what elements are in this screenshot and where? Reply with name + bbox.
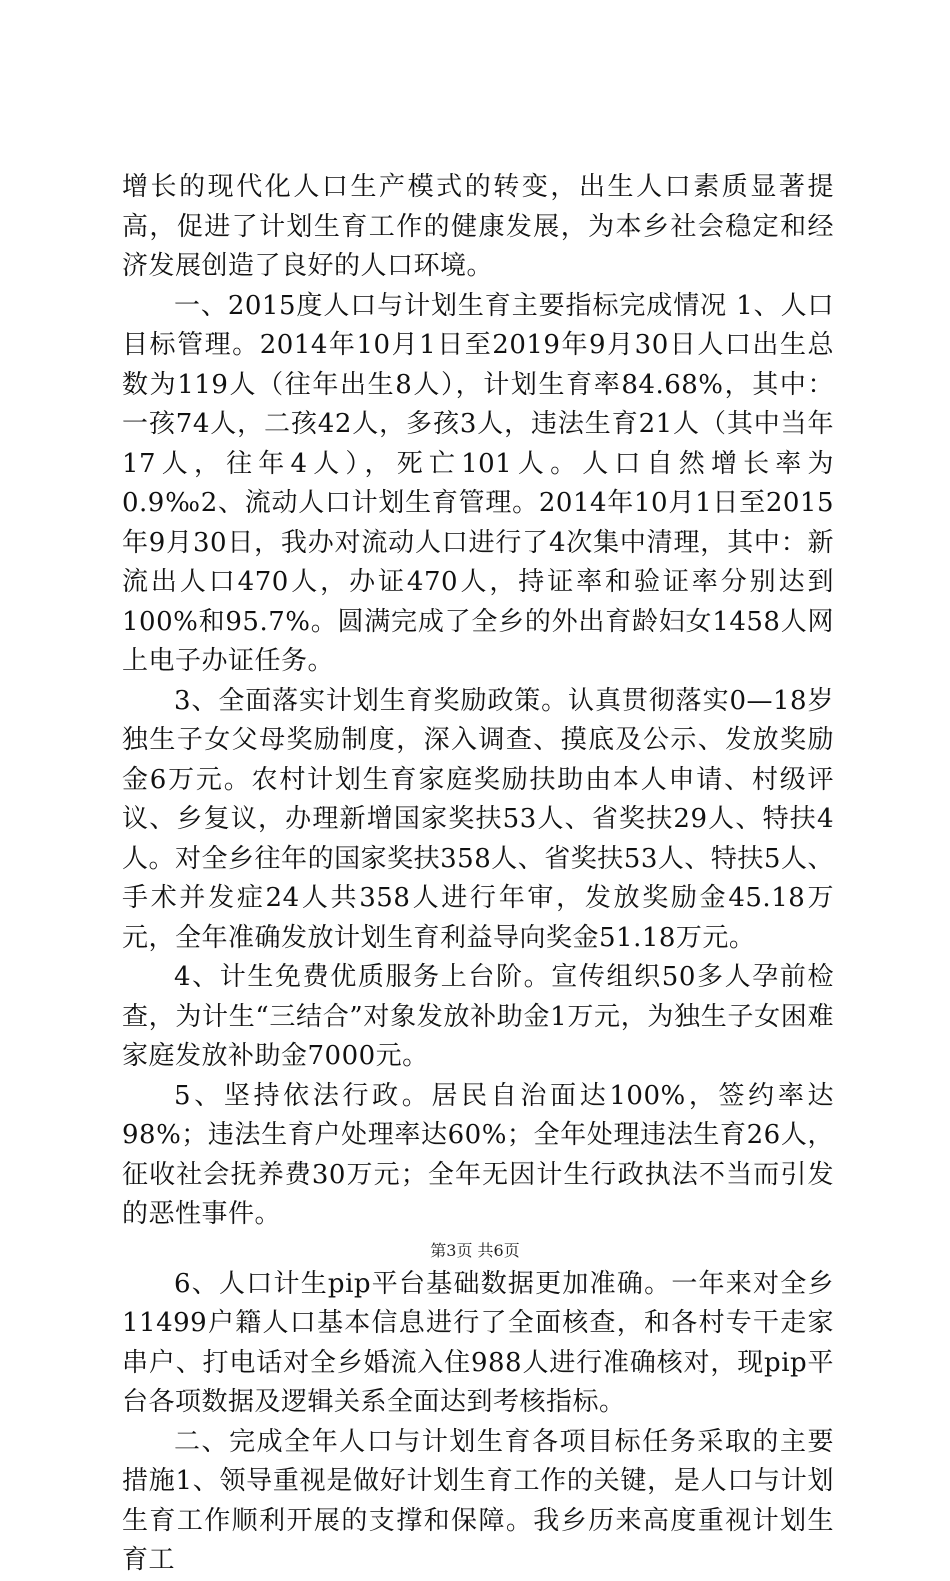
- paragraph-3: 3、全面落实计划生育奖励政策。认真贯彻落实0—18岁独生子女父母奖励制度，深入调查、摸底及公示、发放奖励金6万元。农村计划生育家庭奖励扶助由本人申请、村级评议、乡复议，办理新增国家奖扶53人、省奖扶29人、特扶4人。对全乡往年的国家奖扶358人、省奖扶53人、特扶5人、手术并发症24人共358人进行年审，发放奖励金45.18万元，全年准确发放计划生育利益导向奖金51.18万元。: [122, 685, 834, 953]
- paragraph-7: 二、完成全年人口与计划生育各项目标任务采取的主要措施1、领导重视是做好计划生育工作的关键，是人口与计划生育工作顺利开展的支撑和保障。我乡历来高度重视计划生育工: [122, 1426, 834, 1575]
- paragraph-2: 一、2015度人口与计划生育主要指标完成情况 1、人口目标管理。2014年10月1日至2019年9月30日人口出生总数为119人（往年出生8人），计划生育率84.68%，其中：一孩74人，二孩42人，多孩3人，违法生育21人（其中当年17人，往年4人），死亡101人。人口自然增长率为0.9‰2、流动人口计划生育管理。2014年10月1日至2015年9月30日，我办对流动人口进行了4次集中清理，其中：新流出人口470人，办证470人，持证率和验证率分别达到100%和95.7%。圆满完成了全乡的外出育龄妇女1458人网上电子办证任务。: [122, 290, 834, 676]
- paragraph-4: 4、计生免费优质服务上台阶。宣传组织50多人孕前检查，为计生“三结合”对象发放补助金1万元，为独生子女困难家庭发放补助金7000元。: [122, 962, 834, 1071]
- paragraph-5: 5、坚持依法行政。居民自治面达100%，签约率达98%；违法生育户处理率达60%；全年处理违法生育26人，征收社会抚养费30万元；全年无因计生行政执法不当而引发的恶性事件。: [122, 1080, 834, 1229]
- page-footer: 第3页 共6页: [430, 1241, 520, 1260]
- document-body: [122, 168, 834, 1581]
- paragraph-6: 6、人口计生pip平台基础数据更加准确。一年来对全乡11499户籍人口基本信息进行了全面核查，和各村专干走家串户、打电话对全乡婚流入住988人进行准确核对，现pip平台各项数据及逻辑关系全面达到考核指标。: [122, 1268, 834, 1417]
- paragraph-1: 增长的现代化人口生产模式的转变，出生人口素质显著提高，促进了计划生育工作的健康发展，为本乡社会稳定和经济发展创造了良好的人口环境。: [122, 172, 834, 281]
